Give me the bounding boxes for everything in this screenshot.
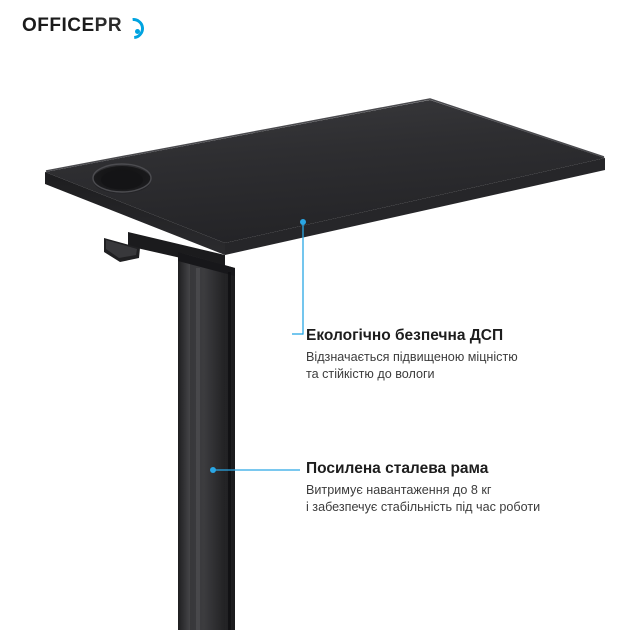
brand-name-primary: OFFICE: [22, 15, 95, 36]
callout-frame: [306, 460, 606, 517]
brand-name-secondary: PR: [94, 15, 123, 36]
callout-frame-desc-line1: Витримує навантаження до 8 кг: [306, 482, 492, 497]
callout-frame-title: Посилена сталева рама: [306, 460, 489, 477]
callout-tabletop: [306, 327, 606, 384]
callout-frame-desc-line2: і забезпечує стабільність під час роботи: [306, 500, 541, 515]
callout-tabletop-desc-line1: Відзначається підвищеною міцністю: [306, 349, 518, 364]
callout-tabletop-desc-line2: та стійкістю до вологи: [306, 367, 435, 382]
callout-tabletop-title: Екологічно безпечна ДСП: [306, 327, 504, 344]
